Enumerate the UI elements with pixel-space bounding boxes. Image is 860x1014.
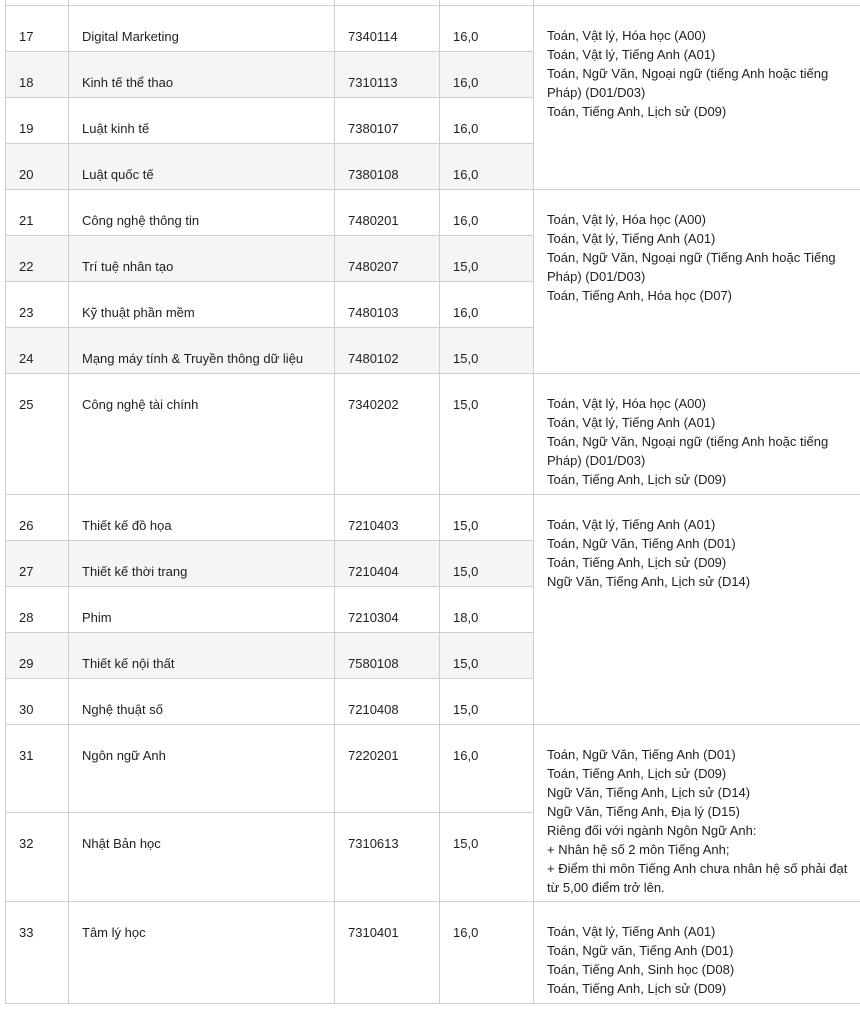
program-name: Nhật Bản học <box>69 813 335 902</box>
program-code: 7480207 <box>335 236 440 282</box>
program-code: 7580108 <box>335 633 440 679</box>
subject-combinations <box>534 6 860 190</box>
program-name: Luật quốc tế <box>69 144 335 190</box>
program-name: Kỹ thuật phần mềm <box>69 282 335 328</box>
row-index: 20 <box>6 144 69 190</box>
cutoff-score: 15,0 <box>440 236 534 282</box>
cutoff-score: 16,0 <box>440 725 534 813</box>
program-code: 7480102 <box>335 328 440 374</box>
cutoff-score: 15,0 <box>440 495 534 541</box>
row-index: 25 <box>6 374 69 495</box>
row-index: 22 <box>6 236 69 282</box>
program-name: Ngôn ngữ Anh <box>69 725 335 813</box>
program-name: Thiết kế nội thất <box>69 633 335 679</box>
cutoff-score: 16,0 <box>440 98 534 144</box>
row-index: 28 <box>6 587 69 633</box>
subject-combination-line: Ngữ Văn, Tiếng Anh, Lịch sử (D14) <box>547 574 751 589</box>
program-code: 7340114 <box>335 6 440 52</box>
program-code: 7340202 <box>335 374 440 495</box>
row-index: 17 <box>6 6 69 52</box>
cutoff-score: 15,0 <box>440 328 534 374</box>
cutoff-score: 15,0 <box>440 633 534 679</box>
subject-combination-line: Toán, Tiếng Anh, Lịch sử (D09) <box>547 766 727 781</box>
subject-combination-line: + Nhân hệ số 2 môn Tiếng Anh; <box>547 842 730 857</box>
subject-combination-line: Toán, Vật lý, Tiếng Anh (A01) <box>547 924 716 939</box>
cutoff-score: 16,0 <box>440 190 534 236</box>
row-index: 27 <box>6 541 69 587</box>
subject-combination-line: Toán, Vật lý, Hóa học (A00) <box>547 212 706 227</box>
program-code: 7480201 <box>335 190 440 236</box>
subject-combination-line: Ngữ Văn, Tiếng Anh, Lịch sử (D14) <box>547 785 751 800</box>
program-code: 7210404 <box>335 541 440 587</box>
row-index: 23 <box>6 282 69 328</box>
admission-table-body <box>6 0 860 1004</box>
program-code: 7380107 <box>335 98 440 144</box>
subject-combination-line: Toán, Ngữ Văn, Ngoại ngữ (tiếng Anh hoặc tiếng Pháp) (D01/D03) <box>547 434 829 468</box>
admission-table <box>5 0 860 1004</box>
row-index: 18 <box>6 52 69 98</box>
subject-combination-line: Ngữ Văn, Tiếng Anh, Địa lý (D15) <box>547 804 740 819</box>
row-index: 32 <box>6 813 69 902</box>
subject-combination-line: Toán, Vật lý, Tiếng Anh (A01) <box>547 47 716 62</box>
subject-combination-line: Toán, Tiếng Anh, Lịch sử (D09) <box>547 472 727 487</box>
program-name: Phim <box>69 587 335 633</box>
row-index: 26 <box>6 495 69 541</box>
row-index: 31 <box>6 725 69 813</box>
program-name: Tâm lý học <box>69 902 335 1004</box>
subject-combination-line: Toán, Tiếng Anh, Lịch sử (D09) <box>547 981 727 996</box>
cutoff-score: 16,0 <box>440 6 534 52</box>
table-row <box>6 374 860 495</box>
program-name: Mạng máy tính & Truyền thông dữ liệu <box>69 328 335 374</box>
table-row <box>6 495 860 541</box>
cutoff-score: 16,0 <box>440 282 534 328</box>
cutoff-score: 15,0 <box>440 813 534 902</box>
subject-combination-line: Toán, Vật lý, Tiếng Anh (A01) <box>547 415 716 430</box>
row-index: 24 <box>6 328 69 374</box>
subject-combinations <box>534 902 860 1004</box>
program-code: 7210408 <box>335 679 440 725</box>
program-code: 7210304 <box>335 587 440 633</box>
cutoff-score: 15,0 <box>440 374 534 495</box>
subject-combination-line: Toán, Tiếng Anh, Lịch sử (D09) <box>547 555 727 570</box>
program-code: 7210403 <box>335 495 440 541</box>
subject-combination-line: Toán, Tiếng Anh, Hóa học (D07) <box>547 288 733 303</box>
table-row <box>6 902 860 1004</box>
program-code: 7380108 <box>335 144 440 190</box>
program-name: Thiết kế đồ họa <box>69 495 335 541</box>
program-name: Nghệ thuật số <box>69 679 335 725</box>
program-name: Luật kinh tế <box>69 98 335 144</box>
row-index: 21 <box>6 190 69 236</box>
subject-combinations <box>534 190 860 374</box>
subject-combination-line: Toán, Ngữ văn, Tiếng Anh (D01) <box>547 943 734 958</box>
row-index: 33 <box>6 902 69 1004</box>
table-row <box>6 725 860 813</box>
program-name: Công nghệ tài chính <box>69 374 335 495</box>
program-name: Digital Marketing <box>69 6 335 52</box>
subject-combination-line: Toán, Tiếng Anh, Sinh học (D08) <box>547 962 735 977</box>
row-index: 30 <box>6 679 69 725</box>
program-code: 7310113 <box>335 52 440 98</box>
cutoff-score: 15,0 <box>440 541 534 587</box>
cutoff-score: 16,0 <box>440 52 534 98</box>
subject-combination-line: Toán, Vật lý, Tiếng Anh (A01) <box>547 231 716 246</box>
cutoff-score: 18,0 <box>440 587 534 633</box>
subject-combination-line: Toán, Vật lý, Hóa học (A00) <box>547 396 706 411</box>
subject-combination-line: Toán, Ngữ Văn, Ngoại ngữ (tiếng Anh hoặc tiếng Pháp) (D01/D03) <box>547 66 829 100</box>
cutoff-score: 15,0 <box>440 679 534 725</box>
program-name: Công nghệ thông tin <box>69 190 335 236</box>
subject-combinations <box>534 725 860 902</box>
row-index: 29 <box>6 633 69 679</box>
subject-combination-line: Toán, Vật lý, Tiếng Anh (A01) <box>547 517 716 532</box>
cutoff-score: 16,0 <box>440 902 534 1004</box>
program-name: Kinh tế thể thao <box>69 52 335 98</box>
table-row <box>6 6 860 52</box>
program-code: 7480103 <box>335 282 440 328</box>
subject-combination-line: Toán, Ngữ Văn, Ngoại ngữ (Tiếng Anh hoặc Tiếng Pháp) (D01/D03) <box>547 250 836 284</box>
subject-combination-line: Toán, Ngữ Văn, Tiếng Anh (D01) <box>547 747 736 762</box>
subject-combination-line: Riêng đối với ngành Ngôn Ngữ Anh: <box>547 823 757 838</box>
subject-combination-line: + Điểm thi môn Tiếng Anh chưa nhân hệ số phải đạt từ 5,00 điểm trở lên. <box>547 861 848 895</box>
program-code: 7310613 <box>335 813 440 902</box>
cutoff-score: 16,0 <box>440 144 534 190</box>
subject-combination-line: Toán, Tiếng Anh, Lịch sử (D09) <box>547 104 727 119</box>
row-index: 19 <box>6 98 69 144</box>
subject-combinations <box>534 374 860 495</box>
program-name: Thiết kế thời trang <box>69 541 335 587</box>
subject-combination-line: Toán, Vật lý, Hóa học (A00) <box>547 28 706 43</box>
subject-combinations <box>534 495 860 725</box>
table-row <box>6 190 860 236</box>
program-code: 7220201 <box>335 725 440 813</box>
subject-combination-line: Toán, Ngữ Văn, Tiếng Anh (D01) <box>547 536 736 551</box>
program-code: 7310401 <box>335 902 440 1004</box>
program-name: Trí tuệ nhân tạo <box>69 236 335 282</box>
